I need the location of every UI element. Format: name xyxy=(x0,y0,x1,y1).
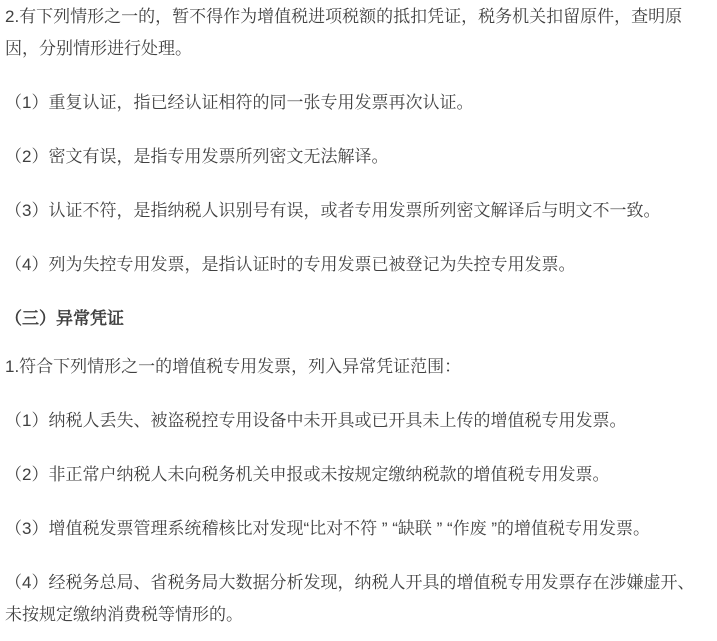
paragraph-abnormal-item-3 xyxy=(5,513,711,545)
section-heading-abnormal-vouchers: （三）异常凭证 xyxy=(5,309,124,328)
paragraph-deduction-item-4 xyxy=(5,249,711,281)
text-line: （4）列为失控专用发票，是指认证时的专用发票已被登记为失控专用发票。 xyxy=(5,255,576,274)
text-line: （2）密文有误，是指专用发票所列密文无法解译。 xyxy=(5,147,389,166)
text-line: （3）认证不符，是指纳税人识别号有误，或者专用发票所列密文解译后与明文不一致。 xyxy=(5,201,661,220)
text-line: 因，分别情形进行处理。 xyxy=(5,39,192,58)
paragraph-deduction-item-3 xyxy=(5,195,711,227)
paragraph-deduction-item-1 xyxy=(5,87,711,119)
paragraph-deduction-item-2 xyxy=(5,141,711,173)
paragraph-abnormal-intro xyxy=(5,351,711,383)
text-line: （4）经税务总局、省税务局大数据分析发现，纳税人开具的增值税专用发票存在涉嫌虚开、 xyxy=(5,573,695,592)
paragraph-abnormal-item-2 xyxy=(5,459,711,491)
text-line: （1）重复认证，指已经认证相符的同一张专用发票再次认证。 xyxy=(5,93,474,112)
paragraph-abnormal-item-1 xyxy=(5,405,711,437)
text-line: 1.符合下列情形之一的增值税专用发票，列入异常凭证范围： xyxy=(5,357,462,376)
paragraph-abnormal-item-4 xyxy=(5,567,711,631)
text-line: 2.有下列情形之一的，暂不得作为增值税进项税额的抵扣凭证，税务机关扣留原件，查明原 xyxy=(5,7,683,26)
text-line: 未按规定缴纳消费税等情形的。 xyxy=(5,605,243,624)
paragraph-deduction-intro xyxy=(5,1,711,65)
text-line: （3）增值税发票管理系统稽核比对发现“比对不符 ” “缺联 ” “作废 ”的增值税专用发票。 xyxy=(5,519,651,538)
text-line: （2）非正常户纳税人未向税务机关申报或未按规定缴纳税款的增值税专用发票。 xyxy=(5,465,610,484)
text-line: （1）纳税人丢失、被盗税控专用设备中未开具或已开具未上传的增值税专用发票。 xyxy=(5,411,627,430)
